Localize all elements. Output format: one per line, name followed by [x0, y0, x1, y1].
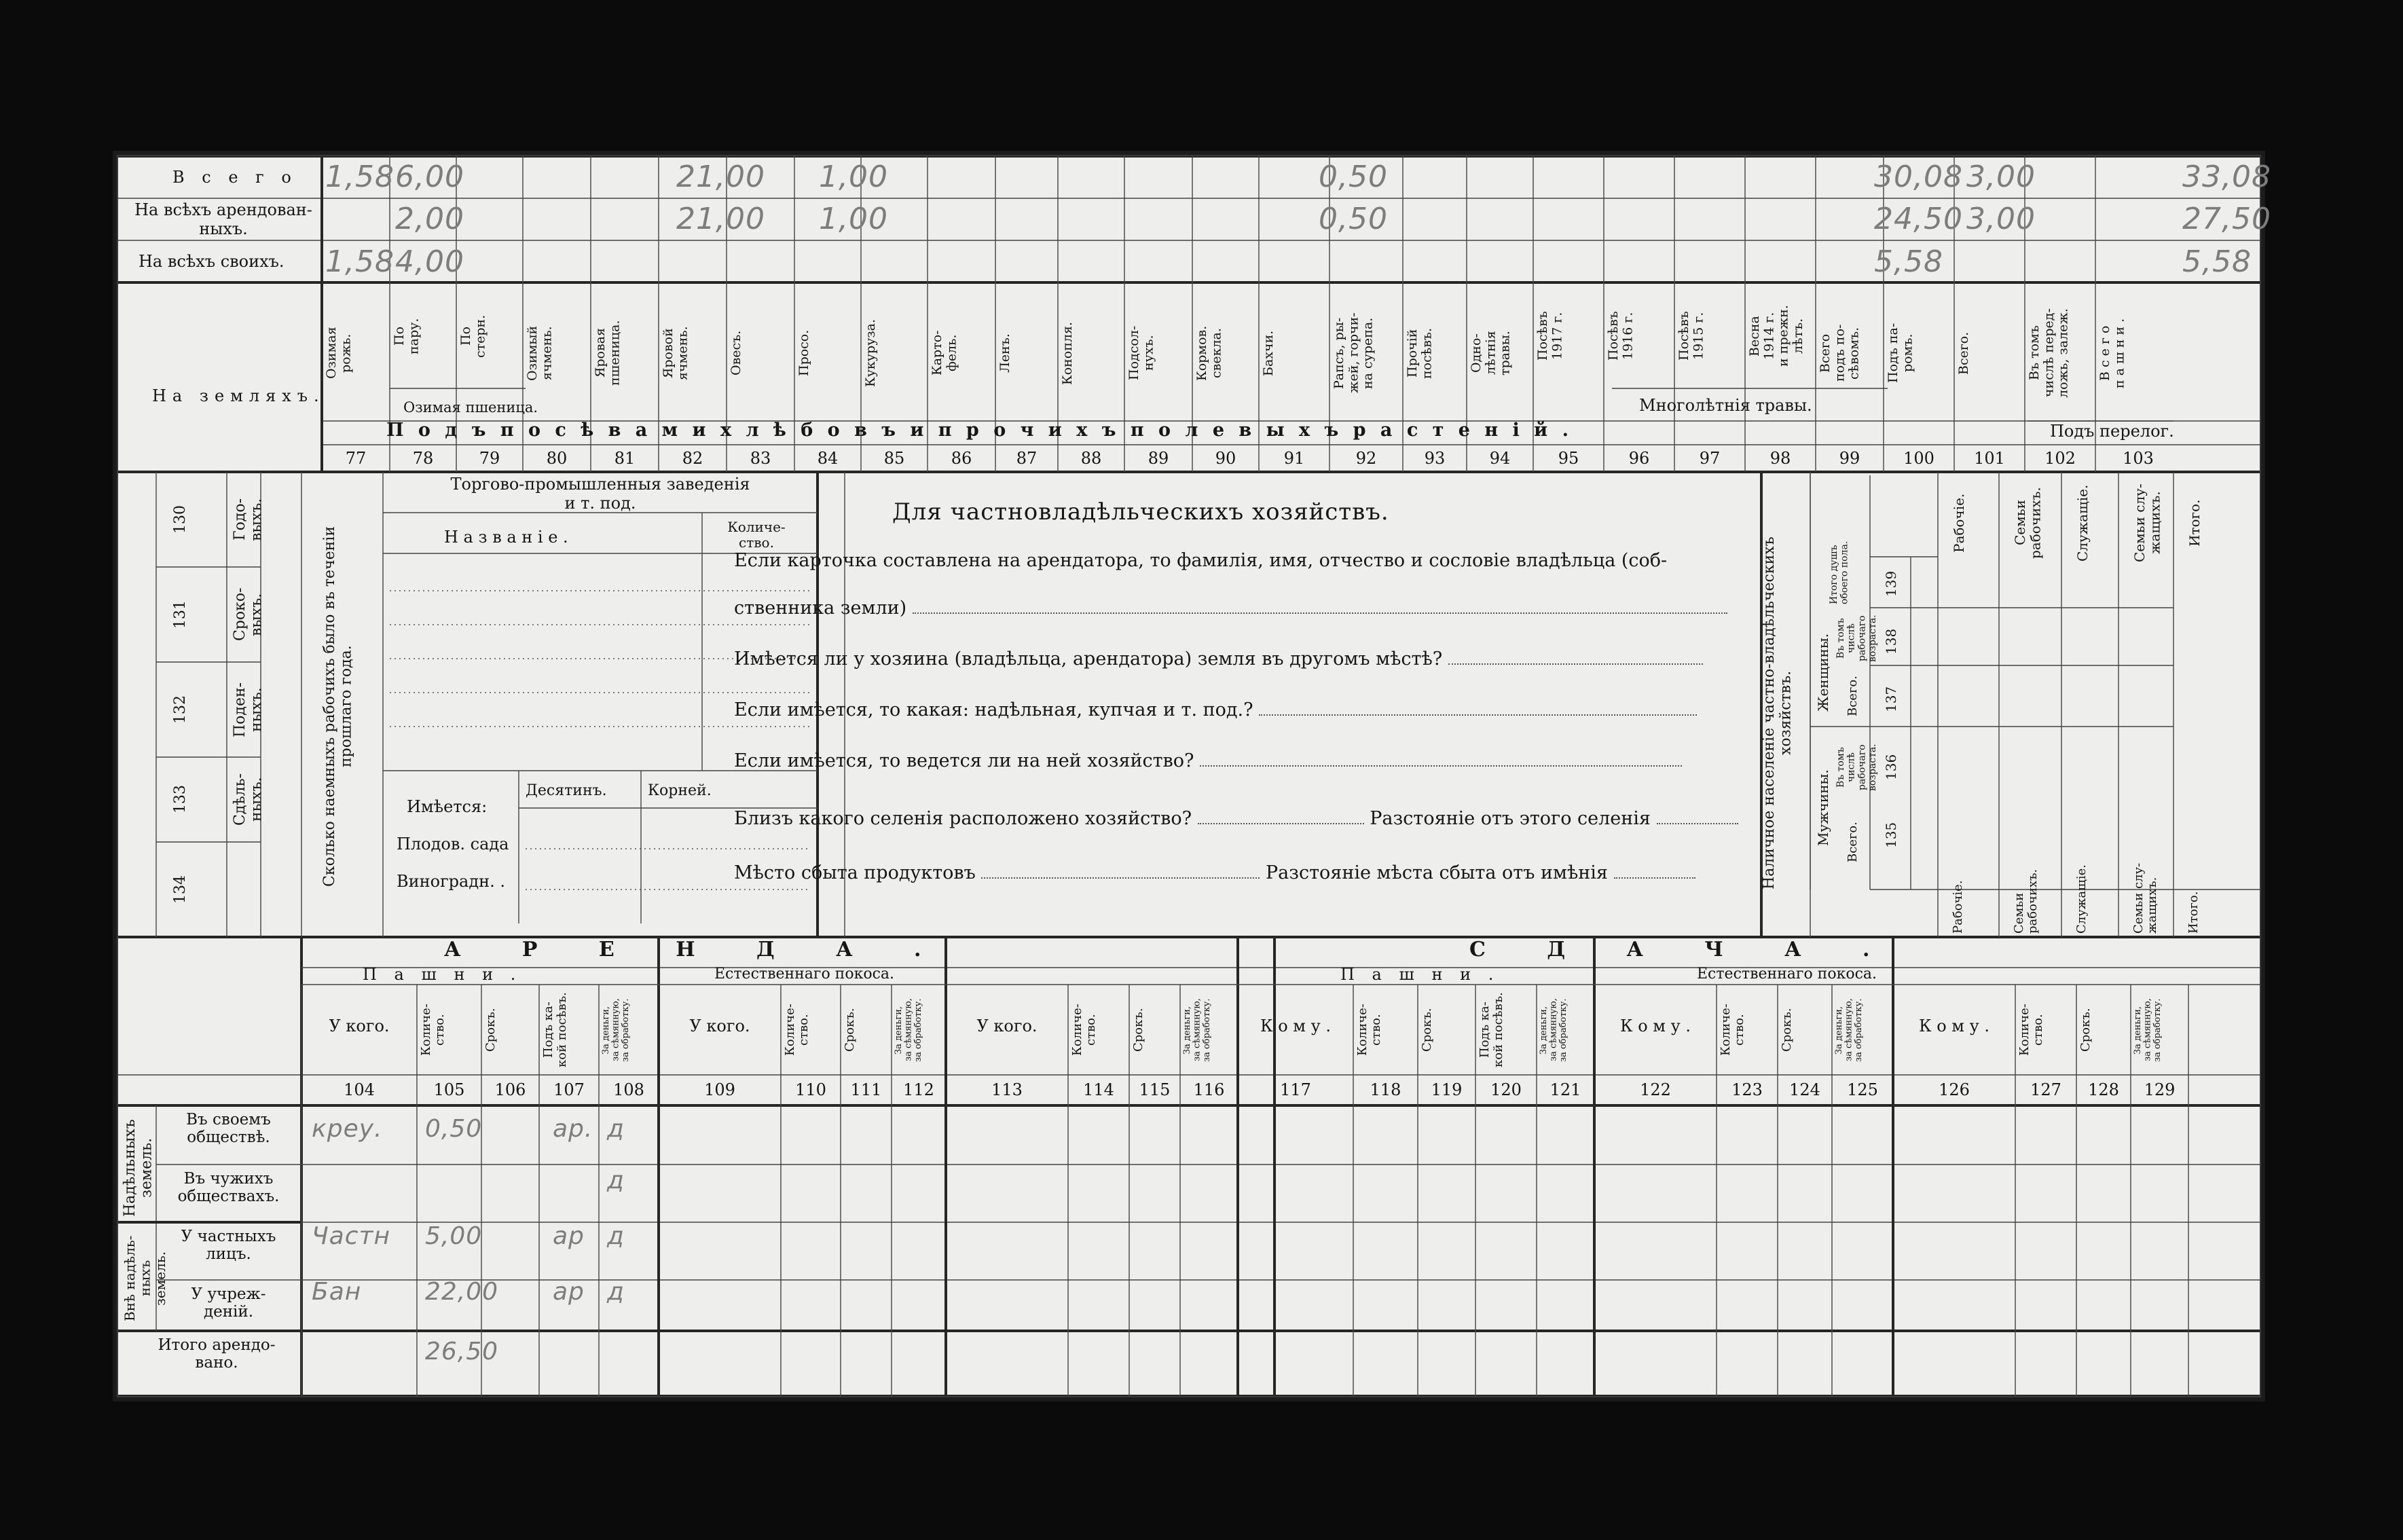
top-col-header-78: По пару. — [392, 318, 422, 354]
hw-arend-82: 21,00 — [676, 202, 765, 236]
bottom-row-label-2: У частныхъ лицъ. — [181, 1228, 276, 1264]
bottom-col-header-110: Количе- ство. — [783, 1004, 811, 1057]
vinogr-label: Виноградн. . — [397, 872, 505, 891]
korney-header: Корней. — [648, 782, 712, 799]
v-tom-m-label: Въ томъ числѣ рабочаго возраста. — [1835, 744, 1879, 791]
bottom-col-header-104: У кого. — [329, 1016, 390, 1035]
ozimaya-pshenitsa-label: Озимая пшеница. — [403, 399, 538, 416]
bottom-row-label-4: Итого арендо- вано. — [158, 1336, 276, 1372]
hw-r4-kol: 22,00 — [425, 1278, 499, 1306]
hw-svoikh-78: 4,00 — [395, 244, 464, 279]
top-col-num-89: 89 — [1148, 449, 1169, 468]
top-col-header-92: Рапсъ, ры- жей, горчи- на сурепа. — [1332, 312, 1376, 394]
hw-vsego-100: 3,00 — [1966, 160, 2036, 194]
bottom-col-num-117: 117 — [1280, 1080, 1311, 1099]
staff-top-2: Служащiе. — [2074, 484, 2091, 562]
hw-r4-kogo: Бан — [312, 1278, 362, 1306]
bottom-col-num-111: 111 — [850, 1080, 882, 1099]
top-col-num-80: 80 — [546, 449, 568, 468]
staff-top-1: Семьи рабочихъ. — [2012, 487, 2044, 559]
hw-svoikh-103: 5,58 — [2182, 244, 2252, 279]
top-col-header-103: В с е г о п а ш н и . — [2097, 318, 2127, 388]
top-col-num-95: 95 — [1558, 449, 1579, 468]
hw-arend-91: 0,50 — [1319, 202, 1388, 236]
top-col-header-88: Конопля. — [1060, 321, 1075, 385]
hw-vsego-91: 0,50 — [1319, 160, 1388, 194]
muzhchiny-label: Мужчины. — [1815, 769, 1831, 847]
bottom-col-header-114: Количе- ство. — [1070, 1004, 1099, 1057]
bottom-col-header-123: Количе- ство. — [1719, 1004, 1747, 1057]
top-col-header-80: Озимый ячмень. — [525, 325, 555, 381]
hw-r1-posev: ар. — [553, 1115, 593, 1143]
top-col-num-98: 98 — [1769, 449, 1791, 468]
bottom-col-header-126: К о м у . — [1919, 1016, 1989, 1035]
n136: 136 — [1883, 754, 1899, 781]
top-col-num-87: 87 — [1016, 449, 1038, 468]
bottom-col-header-113: У кого. — [976, 1016, 1038, 1035]
worker-type-num-130: 130 — [172, 505, 189, 534]
worker-type-num-134: 134 — [172, 875, 189, 904]
bottom-col-header-124: Срокъ. — [1780, 1008, 1794, 1052]
bottom-col-num-118: 118 — [1370, 1080, 1401, 1099]
top-col-num-103: 103 — [2123, 449, 2154, 468]
zhenshchiny-label: Женщины. — [1815, 633, 1831, 712]
top-col-header-100: Подъ па- ромъ. — [1886, 323, 1915, 384]
staff-bottom-3: Семьи слу- жащихъ. — [2131, 862, 2160, 934]
sdacha-pokos-label: Естественнаго покоса. — [1697, 966, 1877, 983]
worker-type-label-133: Сдѣль- ныхъ. — [232, 773, 265, 826]
worker-type-num-133: 133 — [172, 785, 189, 814]
worker-type-num-131: 131 — [172, 600, 189, 629]
top-col-header-101: Всего. — [1956, 331, 1971, 375]
bottom-col-header-112: За деньги, за сѣмянную, за обработку. — [894, 998, 924, 1062]
hw-r1-kol: 0,50 — [425, 1115, 483, 1143]
bottom-col-num-115: 115 — [1139, 1080, 1171, 1099]
bottom-col-num-125: 125 — [1847, 1080, 1878, 1099]
arenda-header: А Р Е Н Д А . — [444, 938, 949, 961]
hw-vsego-77: 1,58 — [325, 160, 395, 194]
question-5: Близъ какого селенiя расположено хозяйство? Разстоянiе отъ этого селенiя — [734, 808, 1738, 829]
top-col-header-85: Кукуруза. — [863, 319, 878, 388]
staff-top-4: Итого. — [2186, 499, 2203, 547]
bottom-col-num-124: 124 — [1789, 1080, 1820, 1099]
hw-r3-za: д — [607, 1222, 625, 1250]
bottom-row-label-1: Въ чужихъ обществахъ. — [177, 1170, 280, 1206]
top-col-num-81: 81 — [614, 449, 636, 468]
n139: 139 — [1883, 570, 1899, 598]
sdacha-pashni-label: П а ш н и . — [1340, 965, 1500, 984]
vne-nadelnykh-label: Внѣ надѣль- ныхъ земель. — [122, 1235, 168, 1321]
top-col-header-83: Овесъ. — [729, 330, 744, 376]
staff-bottom-1: Семьи рабочихъ. — [2012, 868, 2040, 934]
bottom-col-header-107: Подъ ка- кой посѣвъ. — [541, 992, 570, 1068]
staff-bottom-4: Итого. — [2186, 891, 2201, 934]
row-label-arend: На всѣхъ арендован- ныхъ. — [134, 200, 312, 238]
top-col-header-94: Одно- лѣтнiя травы. — [1469, 331, 1513, 375]
hw-vsego-78: 6,00 — [395, 160, 464, 194]
bottom-col-header-121: За деньги, за сѣмянную, за обработку. — [1539, 998, 1569, 1062]
bottom-col-num-120: 120 — [1490, 1080, 1522, 1099]
top-col-num-84: 84 — [817, 449, 839, 468]
worker-type-label-131: Сроко- выхъ. — [232, 587, 265, 642]
hw-vsego-103: 33,08 — [2182, 160, 2271, 194]
top-col-header-99: Всего подъ по- сѣвомъ. — [1818, 324, 1862, 382]
bottom-col-header-115: Срокъ. — [1131, 1008, 1145, 1052]
bottom-row-label-3: У учреж- денiй. — [191, 1285, 266, 1321]
bottom-col-num-122: 122 — [1640, 1080, 1671, 1099]
bottom-col-num-127: 127 — [2030, 1080, 2061, 1099]
bottom-col-num-106: 106 — [494, 1080, 526, 1099]
bottom-col-num-104: 104 — [344, 1080, 375, 1099]
bottom-col-num-129: 129 — [2144, 1080, 2176, 1099]
top-col-header-96: Посѣвъ 1916 г. — [1606, 311, 1636, 361]
bottom-col-num-113: 113 — [991, 1080, 1023, 1099]
top-col-header-90: Кормов. свекла. — [1194, 325, 1224, 381]
n137: 137 — [1883, 686, 1899, 713]
top-col-header-82: Яровой ячмень. — [661, 326, 691, 380]
hw-r3-posev: ар — [553, 1222, 585, 1250]
top-col-header-97: Посѣвъ 1915 г. — [1676, 311, 1706, 361]
bottom-col-header-119: Срокъ. — [1420, 1008, 1434, 1052]
hw-r3-kogo: Частн — [312, 1222, 391, 1250]
top-col-header-79: По стерн. — [458, 314, 488, 358]
bottom-col-num-121: 121 — [1549, 1080, 1581, 1099]
question-3: Если имѣется, то какая: надѣльная, купчая и т. под.? — [734, 699, 1697, 720]
top-col-num-101: 101 — [1974, 449, 2005, 468]
hw-svoikh-99: 5,58 — [1874, 244, 1943, 279]
top-col-num-79: 79 — [479, 449, 500, 468]
arenda-pashni-label: П а ш н и . — [363, 965, 522, 984]
hw-r4-posev: ар — [553, 1278, 585, 1306]
hw-vsego-99: 30,08 — [1874, 160, 1963, 194]
bottom-col-num-112: 112 — [903, 1080, 934, 1099]
row-label-vsego: В с е г о — [172, 168, 297, 187]
top-col-num-93: 93 — [1424, 449, 1446, 468]
bottom-col-num-110: 110 — [795, 1080, 826, 1099]
top-col-num-86: 86 — [951, 449, 972, 468]
bottom-col-num-119: 119 — [1431, 1080, 1463, 1099]
worker-type-num-132: 132 — [172, 695, 189, 724]
itogo-dush-label: Итого душъ обоего пола. — [1829, 540, 1850, 604]
bottom-col-header-111: Срокъ. — [843, 1008, 857, 1052]
hw-vsego-82: 21,00 — [676, 160, 765, 194]
bottom-col-num-109: 109 — [704, 1080, 735, 1099]
top-col-header-84: Просо. — [796, 329, 811, 377]
top-col-header-86: Карто- фель. — [930, 330, 959, 376]
plodov-sada-label: Плодов. сада — [397, 835, 509, 854]
hw-arend-100: 3,00 — [1966, 202, 2036, 236]
bottom-col-header-106: Срокъ. — [483, 1008, 498, 1052]
bottom-col-header-108: За деньги, за сѣмянную, за обработку. — [601, 998, 631, 1062]
hw-r5-kol: 26,50 — [425, 1338, 499, 1365]
staff-bottom-0: Рабочiе. — [1951, 880, 1965, 934]
staff-top-0: Рабочiе. — [1951, 493, 1967, 553]
question-4: Если имѣется, то ведется ли на ней хозяйство? — [734, 750, 1682, 771]
bottom-col-header-117: К о м у . — [1260, 1016, 1331, 1035]
form-title: Для частновладѣльческихъ хозяйствъ. — [892, 498, 1389, 526]
pod-perelog-label: Подъ перелог. — [2050, 422, 2174, 441]
nadelnykh-label: Надѣльныхъ земель. — [122, 1119, 155, 1217]
bottom-col-header-109: У кого. — [689, 1016, 750, 1035]
top-col-header-102: Въ томъ числѣ перед- ложь, залеж. — [2027, 308, 2071, 398]
hw-vsego-84: 1,00 — [819, 160, 888, 194]
n135: 135 — [1883, 822, 1899, 849]
kolichestvo-header: Количе- ство. — [727, 519, 786, 551]
top-col-header-98: Весна 1914 г. и прежн. лѣтъ. — [1747, 305, 1805, 367]
sdacha-header: С Д А Ч А . — [1469, 938, 1897, 961]
bottom-col-num-116: 116 — [1193, 1080, 1225, 1099]
top-col-header-89: Подсол- нухъ. — [1126, 325, 1156, 381]
n138: 138 — [1883, 628, 1899, 655]
bottom-col-header-118: Количе- ство. — [1355, 1004, 1384, 1057]
hw-arend-84: 1,00 — [819, 202, 888, 236]
row-label-svoikh: На всѣхъ своихъ. — [139, 252, 285, 271]
vsego-m-label: Всего. — [1846, 822, 1860, 862]
top-col-header-93: Прочiй посѣвъ. — [1405, 327, 1435, 379]
hw-r1-za: д — [607, 1115, 625, 1143]
top-col-num-88: 88 — [1080, 449, 1102, 468]
bottom-col-header-122: К о м у . — [1620, 1016, 1691, 1035]
hw-r2-za: д — [607, 1167, 625, 1194]
v-tom-zh-label: Въ томъ числѣ рабочаго возраста. — [1835, 615, 1879, 662]
census-card — [117, 155, 2271, 1397]
hw-r3-kol: 5,00 — [425, 1222, 483, 1250]
hw-svoikh-77: 1,58 — [325, 244, 395, 279]
top-col-header-81: Яровая пшеница. — [593, 320, 623, 386]
top-col-num-78: 78 — [412, 449, 434, 468]
staff-top-3: Семьи слу- жащихъ. — [2131, 483, 2163, 562]
bottom-col-num-105: 105 — [433, 1080, 465, 1099]
top-col-header-91: Бахчи. — [1261, 330, 1276, 376]
hw-r1-kogo: креу. — [312, 1115, 383, 1143]
desyatin-header: Десятинъ. — [526, 782, 607, 799]
nazvanie-header: Н а з в а н i е . — [444, 528, 568, 547]
bottom-col-header-128: Срокъ. — [2078, 1008, 2093, 1052]
bottom-col-num-126: 126 — [1939, 1080, 1970, 1099]
bottom-col-num-107: 107 — [553, 1080, 585, 1099]
top-col-num-83: 83 — [750, 449, 771, 468]
vsego-zh-label: Всего. — [1846, 676, 1860, 716]
top-col-header-87: Ленъ. — [997, 333, 1012, 373]
hw-arend-103: 27,50 — [2182, 202, 2271, 236]
top-col-num-85: 85 — [883, 449, 905, 468]
top-col-header-95: Посѣвъ 1917 г. — [1535, 311, 1565, 361]
top-col-num-97: 97 — [1699, 449, 1721, 468]
worker-type-label-132: Поден- ныхъ. — [232, 682, 265, 737]
top-col-num-99: 99 — [1839, 449, 1860, 468]
row-label-na-zemlyakh: На земляхъ. — [152, 386, 325, 405]
question-1b: ственника земли) — [734, 598, 1727, 619]
top-col-num-96: 96 — [1628, 449, 1650, 468]
bottom-col-header-105: Количе- ство. — [419, 1004, 447, 1057]
top-col-num-91: 91 — [1283, 449, 1305, 468]
staff-bottom-2: Служащiе. — [2074, 864, 2089, 934]
pod-posevami-band: П о д ъ п о с ѣ в а м и х л ѣ б о в ъ и п р о ч и х ъ п о л е в ы х ъ р а с т е н i й . — [386, 420, 1573, 441]
question-2: Имѣется ли у хозяина (владѣльца, арендатора) земля въ другомъ мѣстѣ? — [734, 648, 1703, 670]
torg-title: Торгово-промышленныя заведенiя и т. под. — [450, 475, 750, 513]
bottom-col-header-125: За деньги, за сѣмянную, за обработку. — [1834, 998, 1865, 1062]
top-col-num-102: 102 — [2044, 449, 2076, 468]
bottom-col-header-129: За деньги, за сѣмянную, за обработку. — [2133, 998, 2163, 1062]
question-1: Если карточка составлена на арендатора, то фамилiя, имя, отчество и сословiе владѣльца (соб- — [734, 550, 1668, 571]
top-col-header-77: Озимая рожь. — [324, 327, 354, 380]
skolko-naemnykh-label: Сколько наемныхъ рабочихъ было въ теченiи прошлаго года. — [321, 526, 355, 887]
arenda-pokos-label: Естественнаго покоса. — [714, 966, 895, 983]
top-col-num-77: 77 — [345, 449, 367, 468]
imeetsya-label: Имѣется: — [407, 797, 488, 816]
top-col-num-100: 100 — [1903, 449, 1934, 468]
nalichnoe-naselenie-label: Наличное населенiе частно-владѣльческихъ хозяйствъ. — [1761, 536, 1795, 890]
hw-arend-78: 2,00 — [395, 202, 464, 236]
question-6: Мѣсто сбыта продуктовъ Разстоянiе мѣста сбыта отъ имѣнiя — [734, 862, 1695, 883]
hw-r4-za: д — [607, 1278, 625, 1306]
bottom-col-header-120: Подъ ка- кой посѣвъ. — [1478, 992, 1506, 1068]
top-col-num-90: 90 — [1215, 449, 1236, 468]
top-col-num-82: 82 — [682, 449, 703, 468]
worker-type-label-130: Годо- выхъ. — [232, 498, 265, 541]
top-col-num-92: 92 — [1355, 449, 1377, 468]
mnogoletnie-label: Многолѣтнiя травы. — [1639, 396, 1812, 415]
bottom-row-label-0: Въ своемъ обществѣ. — [186, 1111, 271, 1147]
bottom-col-num-128: 128 — [2088, 1080, 2119, 1099]
bottom-col-num-123: 123 — [1731, 1080, 1763, 1099]
top-col-num-94: 94 — [1489, 449, 1511, 468]
bottom-col-num-108: 108 — [613, 1080, 644, 1099]
bottom-col-header-127: Количе- ство. — [2017, 1004, 2046, 1057]
bottom-col-num-114: 114 — [1083, 1080, 1114, 1099]
bottom-col-header-116: За деньги, за сѣмянную, за обработку. — [1182, 998, 1213, 1062]
hw-arend-99: 24,50 — [1874, 202, 1963, 236]
